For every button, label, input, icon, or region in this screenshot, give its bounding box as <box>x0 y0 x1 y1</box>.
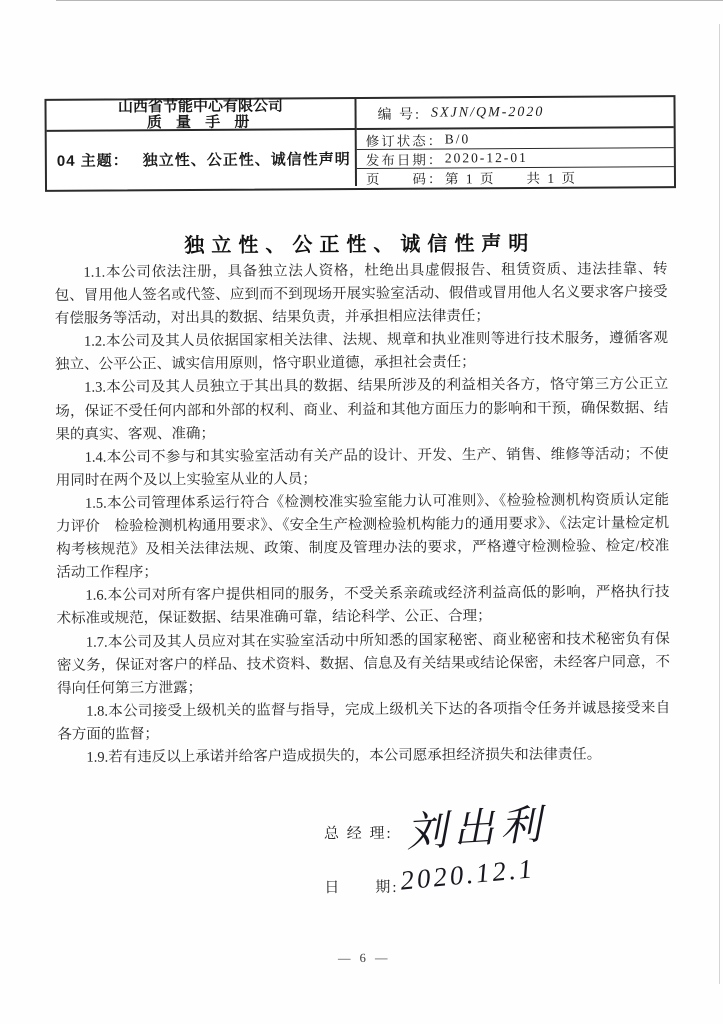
page-number-row <box>357 167 674 186</box>
document-title: 独立性、公正性、诚信性声明 <box>184 232 536 258</box>
declaration-paragraph-1-7: 1.7.本公司及其人员应对其在实验室活动中所知悉的国家秘密、商业秘密和技术秘密负有保密义务，保证对客户的样品、技术资料、数据、信息及有关结果或结论保密，未经客户同意，不得向任何第三方泄露； <box>56 630 670 697</box>
page-number-value: 第 1 页 共 1 页 <box>444 170 578 186</box>
general-manager-signature: 刘出利 <box>404 801 549 856</box>
manual-title: 质 量 手 册 <box>146 113 255 132</box>
header-company-cell <box>46 99 356 132</box>
topic-cell <box>47 130 357 188</box>
issue-date-value: 2020-12-01 <box>444 149 528 166</box>
declaration-body <box>54 258 670 770</box>
general-manager-label: 总 经 理: <box>323 825 393 843</box>
revision-label: 修订状态： <box>365 132 444 149</box>
page-number-label: 页 码： <box>365 170 444 187</box>
doc-number-label: 编 号: <box>377 107 422 123</box>
revision-value: B/0 <box>444 130 471 146</box>
page-number-footer: — 6 — <box>337 950 391 966</box>
topic-title: 独立性、公正性、诚信性声明 <box>142 150 351 169</box>
declaration-paragraph-1-6: 1.6.本公司对所有客户提供相同的服务，不受关系亲疏或经济利益高低的影响，严格执行技术标准或规范，保证数据、结果准确可靠，结论科学、公正、合理； <box>56 584 670 628</box>
declaration-paragraph-1-3: 1.3.本公司及其人员独立于其出具的数据、结果所涉及的利益相关各方，恪守第三方公正立场，保证不受任何内部和外部的权利、商业、利益和其他方面压力的影响和干预，确保数据、结果的真实、客观、准确； <box>55 376 669 443</box>
issue-date-label: 发布日期： <box>365 152 444 168</box>
date-label: 日 期: <box>324 879 399 897</box>
declaration-paragraph-1-1: 1.1.本公司依法注册，具备独立法人资格，杜绝出具虚假报告、租赁资质、违法挂靠、转包、冒用他人签名或代签、应到而不到现场开展实验室活动、假借或冒用他人名义要求客户接受有偿服务等活动，对出具的数据、结果负责，并承担相应法律责任； <box>54 261 668 328</box>
declaration-paragraph-1-9: 1.9.若有违反以上承诺并给客户造成损失的，本公司愿承担经济损失和法律责任。 <box>86 746 602 766</box>
topic-label: 04 主题： <box>56 151 129 170</box>
header-table <box>44 95 676 192</box>
company-name: 山西省节能中心有限公司 <box>117 97 284 116</box>
doc-number-value: SXJN/QM-2020 <box>430 104 545 121</box>
doc-number-cell <box>356 97 673 130</box>
declaration-paragraph-1-5: 1.5.本公司管理体系运行符合《检测校准实验室能力认可准则》、《检验检测机构资质认定能力评价 检验检测机构通用要求》、《安全生产检测检验机构能力的通用要求》、《法定计量检定机构考核规范》及相关法律法规、政策、制度及管理办法的要求，严格遵守检测检验、检定/校准活动工作程序； <box>56 492 670 582</box>
revision-row <box>357 128 674 150</box>
declaration-paragraph-1-8: 1.8.本公司接受上级机关的监督与指导，完成上级机关下达的各项指令任务并诚恳接受来自各方面的监督； <box>57 699 671 743</box>
declaration-paragraph-1-2: 1.2.本公司及其人员依据国家相关法律、法规、规章和执业准则等进行技术服务，遵循客观独立、公平公正、诚实信用原则，恪守职业道德，承担社会责任； <box>55 330 668 374</box>
date-handwritten: 2020.12.1 <box>399 853 537 896</box>
declaration-paragraph-1-4: 1.4.本公司不参与和其实验室活动有关产品的设计、开发、生产、销售、维修等活动；不使用同时在两个及以上实验室从业的人员； <box>55 445 669 489</box>
